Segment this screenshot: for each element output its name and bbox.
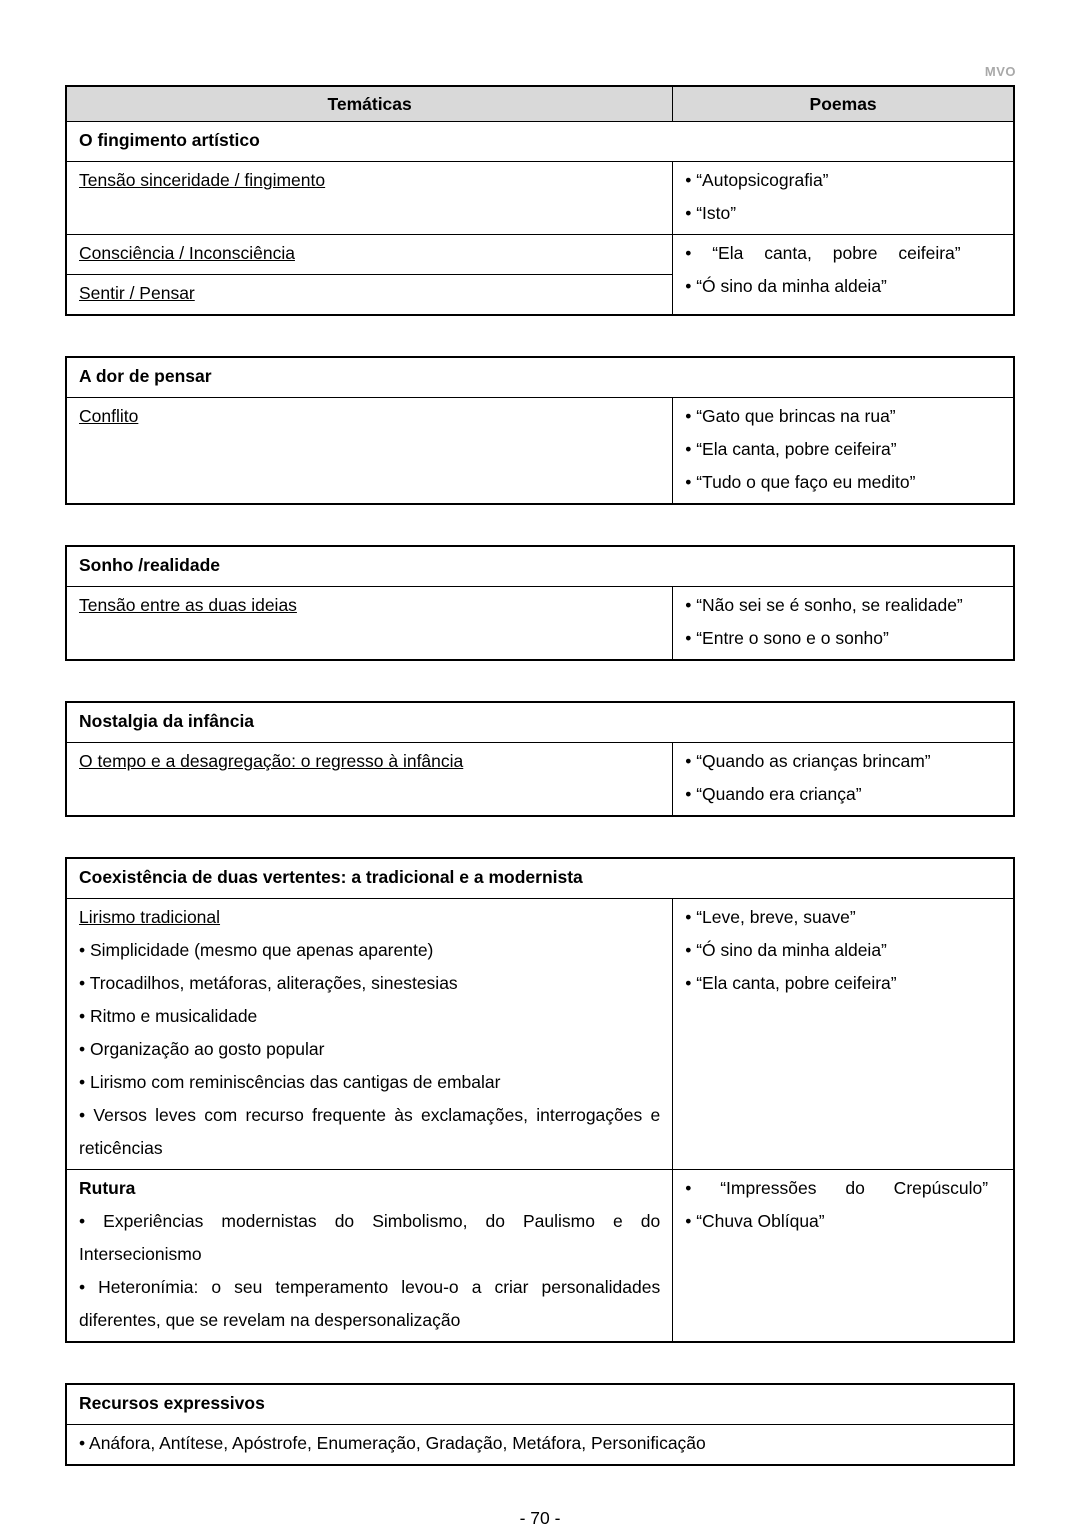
table-dor-de-pensar: [65, 356, 1015, 505]
table-row: [66, 743, 1014, 817]
topic-lirismo-tradicional: Lirismo tradicional: [79, 907, 221, 927]
rutura-cell: [66, 1170, 673, 1343]
feature-item: • Lirismo com reminiscências das cantigas de embalar: [79, 1066, 660, 1099]
poem-item: • “Ó sino da minha aldeia”: [685, 934, 1001, 967]
table-row: [66, 1170, 1014, 1343]
poem-item: • “Isto”: [685, 197, 1001, 230]
table-recursos-expressivos: [65, 1383, 1015, 1466]
feature-item: • Simplicidade (mesmo que apenas aparente): [79, 934, 660, 967]
topic-cell: [66, 162, 673, 235]
poems-cell: [673, 899, 1014, 1170]
topic-consciencia: Consciência / Inconsciência: [79, 243, 295, 263]
poem-item: • “Quando era criança”: [685, 778, 1001, 811]
section-title-recursos: Recursos expressivos: [66, 1384, 1014, 1425]
section-title-coexistencia: Coexistência de duas vertentes: a tradicional e a modernista: [66, 858, 1014, 899]
poem-item: • “Gato que brincas na rua”: [685, 400, 1001, 433]
topic-cell: [66, 587, 673, 661]
recursos-cell: [66, 1425, 1014, 1466]
section-title-nostalgia: Nostalgia da infância: [66, 702, 1014, 743]
topic-cell: [66, 275, 673, 316]
section-row: [66, 357, 1014, 398]
section-row: [66, 1384, 1014, 1425]
topic-conflito: Conflito: [79, 406, 139, 426]
poems-cell: [673, 1170, 1014, 1343]
poem-item: • “Ó sino da minha aldeia”: [685, 270, 1001, 303]
table-nostalgia-infancia: [65, 701, 1015, 817]
topic-cell: [66, 398, 673, 505]
poem-item: • “Quando as crianças brincam”: [685, 745, 1001, 778]
poem-item: • “Autopsicografia”: [685, 164, 1001, 197]
topic-tensao-ideias: Tensão entre as duas ideias: [79, 595, 297, 615]
table-sonho-realidade: [65, 545, 1015, 661]
table-fingimento-artistico: [65, 85, 1015, 316]
feature-item: • Experiências modernistas do Simbolismo, do Paulismo e do Intersecionismo: [79, 1205, 660, 1271]
section-row: [66, 858, 1014, 899]
section-row: [66, 546, 1014, 587]
lirismo-tradicional-cell: [66, 899, 673, 1170]
topic-tempo-desagregacao: O tempo e a desagregação: o regresso à infância: [79, 751, 464, 771]
poem-item: • “Ela canta, pobre ceifeira”: [685, 237, 1001, 270]
poem-item: • “Ela canta, pobre ceifeira”: [685, 433, 1001, 466]
column-header-poemas: Poemas: [673, 86, 1014, 122]
topic-cell: [66, 743, 673, 817]
table-coexistencia-vertentes: [65, 857, 1015, 1343]
poems-cell: [673, 235, 1014, 316]
feature-item: • Heteronímia: o seu temperamento levou-o a criar personalidades diferentes, que se revelam na despersonalização: [79, 1271, 660, 1337]
table-header-row: [66, 86, 1014, 122]
section-title-fingimento: O fingimento artístico: [66, 122, 1014, 162]
table-row: [66, 899, 1014, 1170]
poems-cell: [673, 398, 1014, 505]
table-row: [66, 1425, 1014, 1466]
feature-item: • Anáfora, Antítese, Apóstrofe, Enumeração, Gradação, Metáfora, Personificação: [79, 1427, 1001, 1460]
watermark-mvo: MVO: [984, 64, 1016, 79]
table-row: [66, 398, 1014, 505]
page-number: - 70 -: [519, 1508, 561, 1528]
poems-cell: [673, 587, 1014, 661]
poem-item: • “Ela canta, pobre ceifeira”: [685, 967, 1001, 1000]
feature-item: • Organização ao gosto popular: [79, 1033, 660, 1066]
topic-sentir-pensar: Sentir / Pensar: [79, 283, 195, 303]
poems-cell: [673, 743, 1014, 817]
poem-item: • “Entre o sono e o sonho”: [685, 622, 1001, 655]
table-row: [66, 162, 1014, 235]
feature-item: • Versos leves com recurso frequente às exclamações, interrogações e reticências: [79, 1099, 660, 1165]
topic-cell: [66, 235, 673, 275]
poem-item: • “Não sei se é sonho, se realidade”: [685, 589, 1001, 622]
poem-item: • “Impressões do Crepúsculo”: [685, 1172, 1001, 1205]
column-header-tematicas: Temáticas: [66, 86, 673, 122]
section-title-sonho-realidade: Sonho /realidade: [66, 546, 1014, 587]
feature-item: • Ritmo e musicalidade: [79, 1000, 660, 1033]
poem-item: • “Chuva Oblíqua”: [685, 1205, 1001, 1238]
table-row: [66, 235, 1014, 275]
section-row: [66, 702, 1014, 743]
section-title-dor-de-pensar: A dor de pensar: [66, 357, 1014, 398]
poems-cell: [673, 162, 1014, 235]
feature-item: • Trocadilhos, metáforas, aliterações, sinestesias: [79, 967, 660, 1000]
section-row: [66, 122, 1014, 162]
poem-item: • “Leve, breve, suave”: [685, 901, 1001, 934]
topic-tensao-sinceridade: Tensão sinceridade / fingimento: [79, 170, 326, 190]
topic-rutura: Rutura: [79, 1178, 136, 1198]
table-row: [66, 587, 1014, 661]
poem-item: • “Tudo o que faço eu medito”: [685, 466, 1001, 499]
